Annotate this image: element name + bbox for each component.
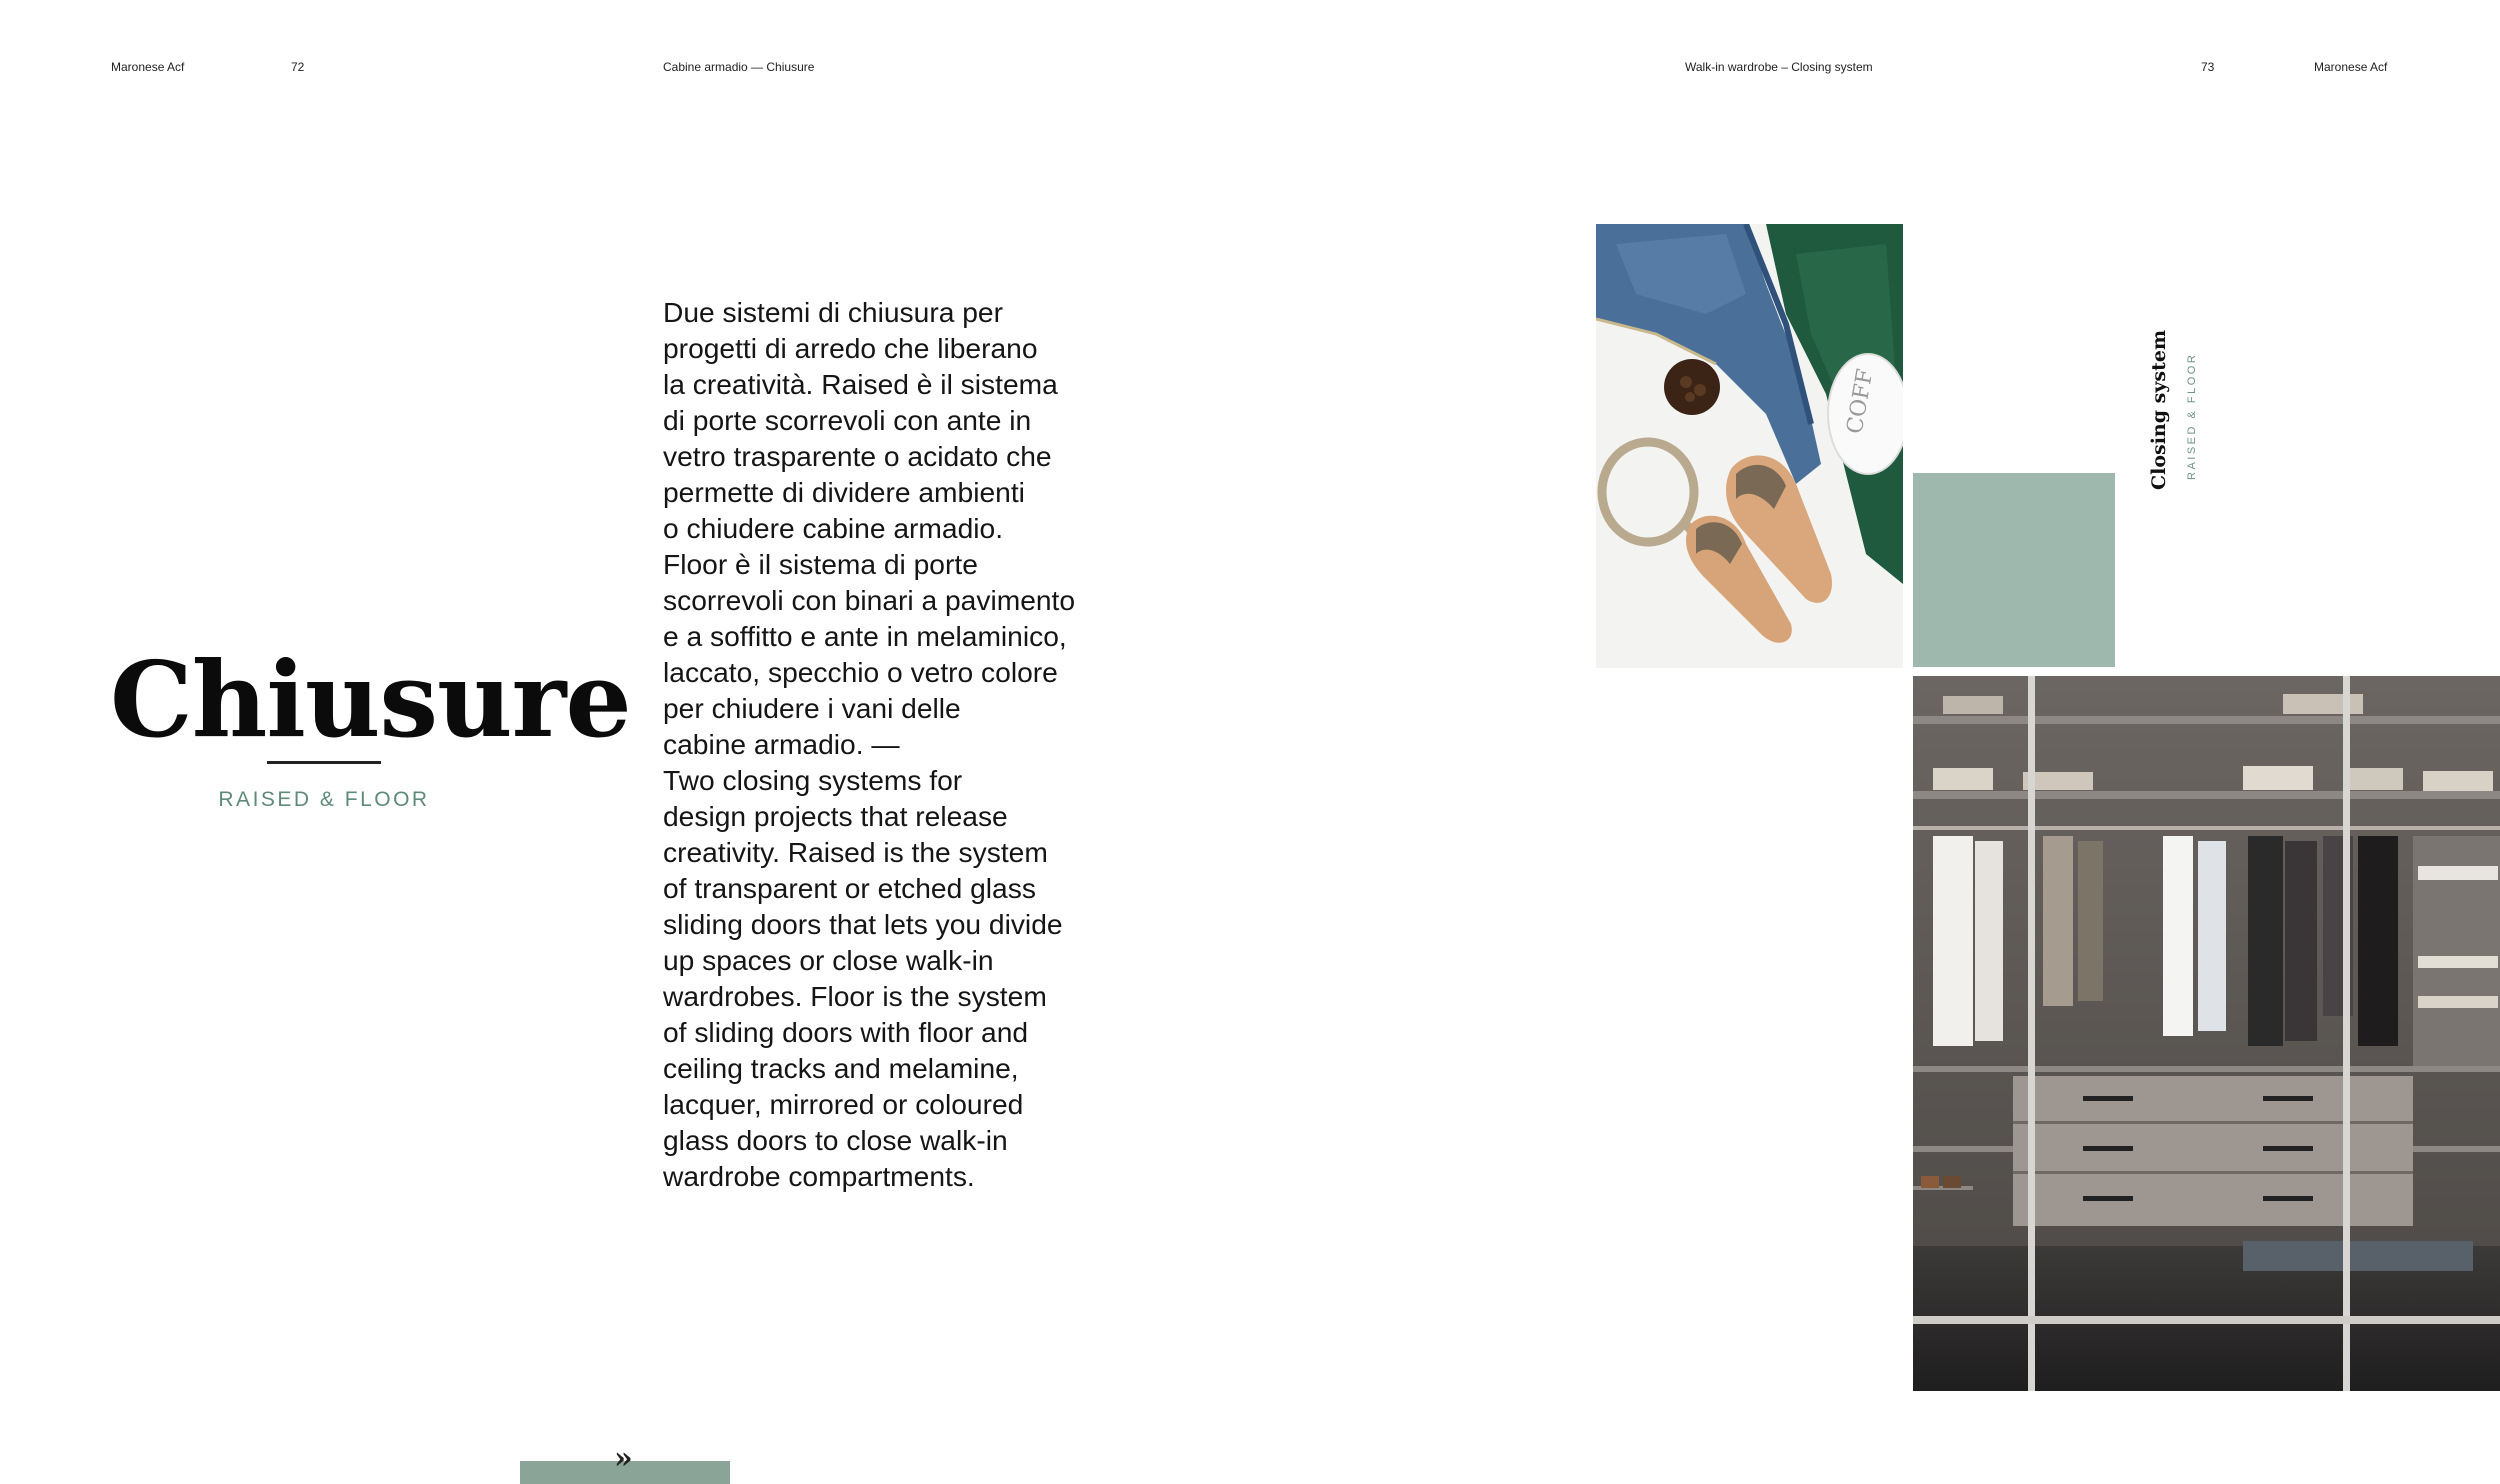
body-text	[663, 294, 1133, 1194]
body-line: Two closing systems for	[663, 764, 963, 796]
body-line: of transparent or etched glass	[663, 872, 1036, 904]
body-line: la creatività. Raised è il sistema	[663, 368, 1058, 400]
body-line: vetro trasparente o acidato che	[663, 440, 1052, 472]
body-line: design projects that release	[663, 800, 1008, 832]
body-line: di porte scorrevoli con ante in	[663, 404, 1032, 436]
accent-color-block	[1913, 473, 2115, 667]
side-title: Closing system	[2148, 329, 2170, 490]
body-line: up spaces or close walk-in	[663, 944, 994, 976]
flatlay-photo	[1596, 224, 1903, 668]
body-line: o chiudere cabine armadio.	[663, 512, 1004, 544]
body-line: permette di dividere ambienti	[663, 476, 1025, 508]
page-subtitle: RAISED & FLOOR	[218, 788, 430, 811]
title-underline	[267, 761, 381, 764]
right-page-number: 73	[2201, 60, 2215, 74]
body-line: wardrobes. Floor is the system	[663, 980, 1047, 1012]
left-section-title: Cabine armadio — Chiusure	[663, 60, 815, 74]
body-line: scorrevoli con binari a pavimento	[663, 584, 1076, 616]
wardrobe-photo	[1913, 676, 2500, 1391]
svg-text:COFF: COFF	[1842, 367, 1879, 436]
wardrobe-illustration	[1913, 676, 2500, 1391]
body-line: e a soffitto e ante in melaminico,	[663, 620, 1067, 652]
body-line: Due sistemi di chiusura per	[663, 296, 1003, 328]
right-section-title: Walk-in wardrobe – Closing system	[1685, 60, 1873, 74]
body-line: ceiling tracks and melamine,	[663, 1052, 1019, 1084]
body-line: lacquer, mirrored or coloured	[663, 1088, 1024, 1120]
body-line: laccato, specchio o vetro colore	[663, 656, 1058, 688]
left-page-number: 72	[291, 60, 305, 74]
body-line: wardrobe compartments.	[663, 1160, 975, 1192]
right-brand: Maronese Acf	[2314, 60, 2388, 74]
body-line: per chiudere i vani delle	[663, 692, 961, 724]
flatlay-illustration	[1596, 224, 1903, 668]
body-line: Floor è il sistema di porte	[663, 548, 978, 580]
body-line: creativity. Raised is the system	[663, 836, 1048, 868]
body-line: progetti di arredo che liberano	[663, 332, 1038, 364]
body-line: of sliding doors with floor and	[663, 1016, 1029, 1048]
side-subtitle: RAISED & FLOOR	[2186, 352, 2198, 480]
left-brand: Maronese Acf	[111, 60, 185, 74]
body-line: sliding doors that lets you divide	[663, 908, 1063, 940]
chevron-right-icon[interactable]: »	[614, 1441, 633, 1476]
page-title: Chiusure	[110, 638, 631, 761]
body-line: glass doors to close walk-in	[663, 1124, 1008, 1156]
body-line: cabine armadio. —	[663, 728, 900, 760]
